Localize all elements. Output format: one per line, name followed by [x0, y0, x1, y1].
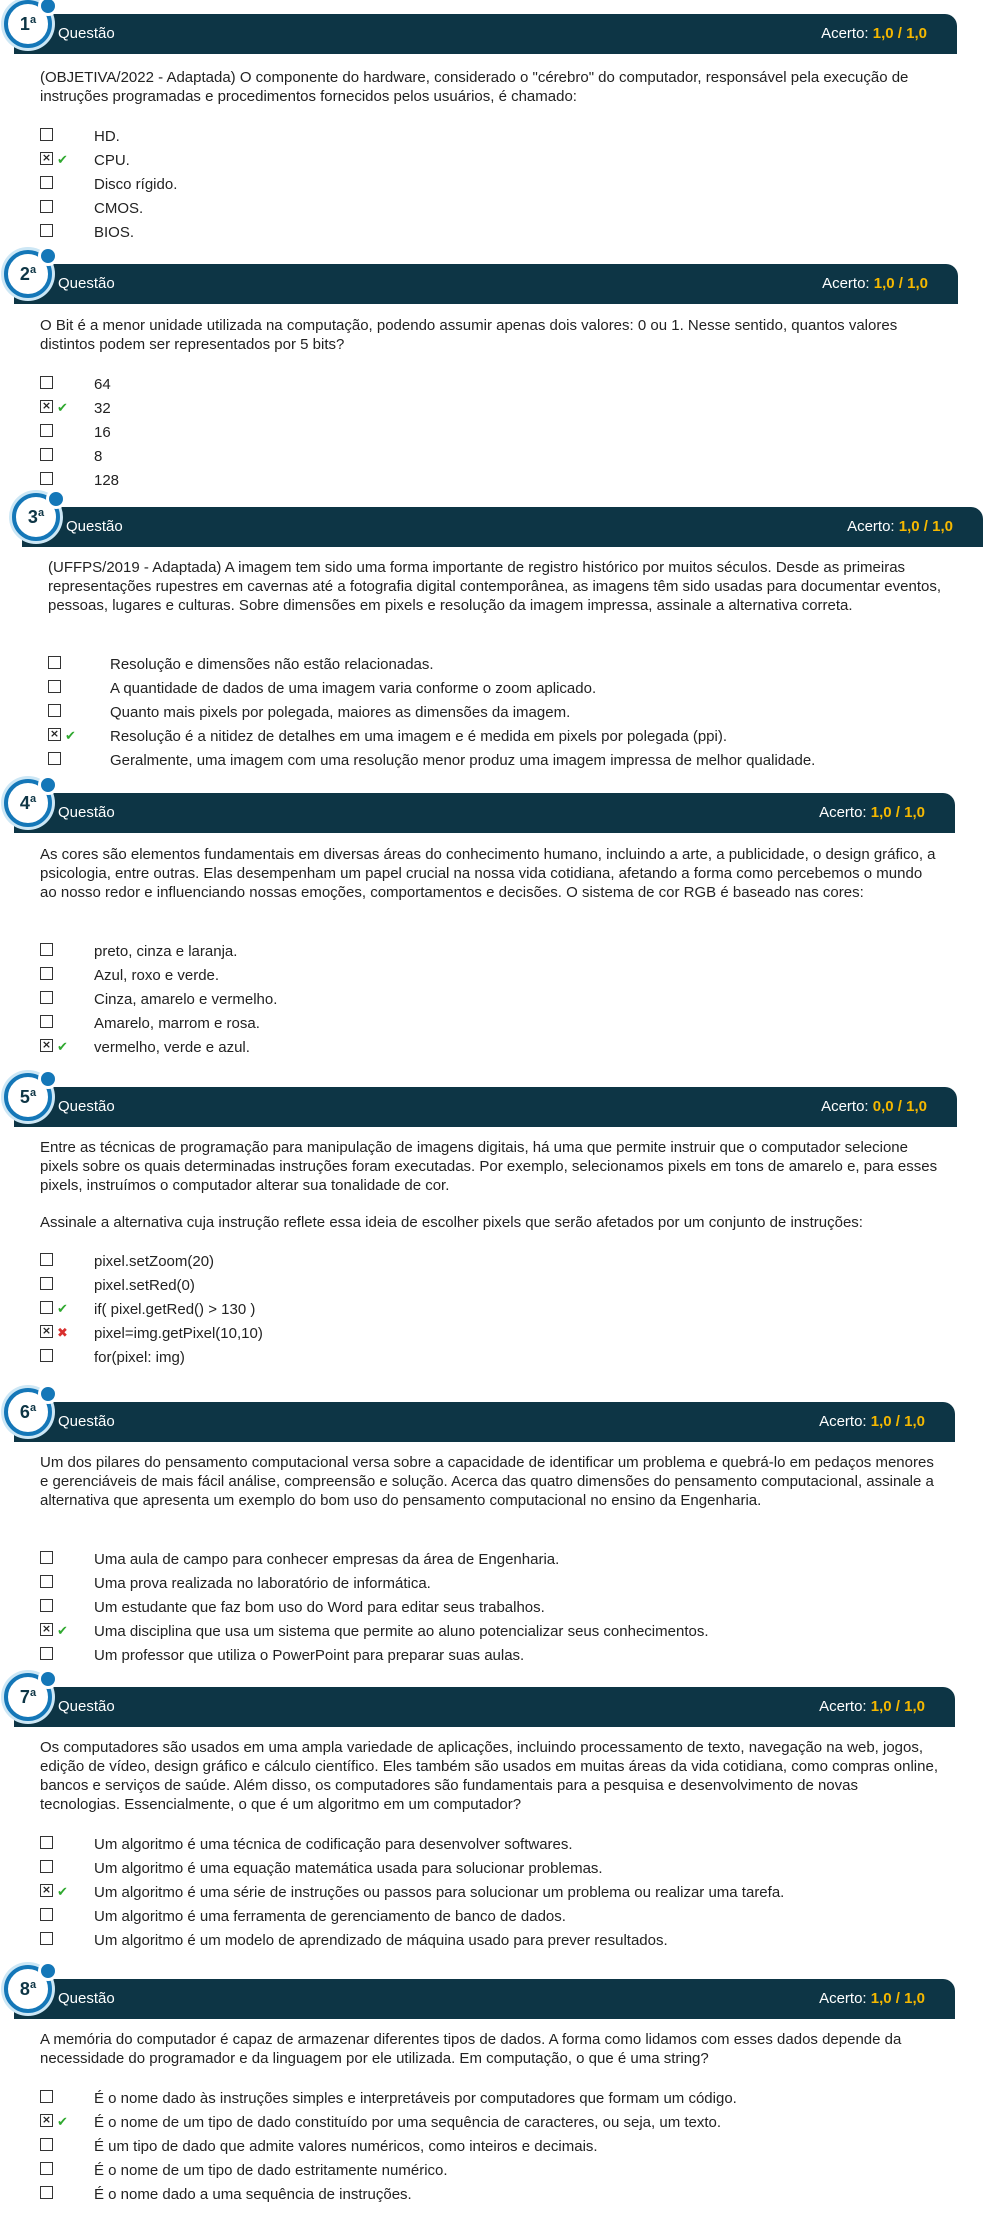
- checkbox-icon[interactable]: [40, 1647, 53, 1660]
- correct-check-icon: ✔: [57, 401, 68, 416]
- question-number-badge: [4, 1673, 52, 1721]
- question-number: [8, 1687, 48, 1708]
- question-paragraph: Um dos pilares do pensamento computacional versa sobre a capacidade de identificar um problema e quebrá-lo em pedaços menores e gerenciáveis de mais fácil análise, compreensão e solução. Acerca das quatro dimensões do pensamento computacional, assinale a alternativa que apresenta um exemplo do bom uso do pensamento computacional no ensino da Engenharia.: [40, 1454, 934, 1509]
- question-paragraph: A memória do computador é capaz de armazenar diferentes tipos de dados. A forma como lidamos com esses dados depende da necessidade do programador e da linguagem por ele utilizada. Em computação, o que é uma string?: [40, 2031, 902, 2067]
- correct-check-icon: ✔: [57, 1624, 68, 1639]
- question-paragraph: O Bit é a menor unidade utilizada na computação, podendo assumir apenas dois valores: 0 ou 1. Nesse sentido, quantos valores distintos podem ser representados por 5 bits?: [40, 317, 898, 353]
- answer-option-label: Uma disciplina que usa um sistema que permite ao aluno potencializar seus conhecimentos.: [94, 1623, 709, 1640]
- correct-check-icon: ✔: [57, 1040, 68, 1055]
- score: [822, 275, 928, 292]
- answer-option-label: for(pixel: img): [94, 1349, 185, 1366]
- score-value: 1,0 / 1,0: [873, 275, 928, 292]
- checkbox-icon[interactable]: [40, 1599, 53, 1612]
- question-number-suffix: a: [29, 1979, 37, 1991]
- checked-box-icon[interactable]: ×: [41, 399, 52, 412]
- checkbox-icon[interactable]: [40, 2162, 53, 2175]
- question-title: Questão: [58, 1990, 115, 2007]
- answer-option-label: 8: [94, 448, 103, 465]
- score-label: Acerto:: [822, 275, 870, 292]
- question-number-badge: [4, 0, 52, 48]
- question-number-badge: [4, 1965, 52, 2013]
- checkbox-icon[interactable]: [48, 704, 61, 717]
- checkbox-icon[interactable]: [40, 2186, 53, 2199]
- question-number-badge: [4, 1388, 52, 1436]
- question-number-badge: [4, 779, 52, 827]
- answer-option-label: Uma prova realizada no laboratório de informática.: [94, 1575, 431, 1592]
- question-header: [22, 507, 983, 547]
- question-header: [14, 1979, 955, 2019]
- badge-dot-icon: [38, 1669, 58, 1689]
- question-number-value: 3: [27, 507, 38, 527]
- question-number-value: 7: [19, 1687, 30, 1707]
- question-title: Questão: [58, 1698, 115, 1715]
- question-number-badge: [12, 493, 60, 541]
- answer-option-label: É o nome dado às instruções simples e interpretáveis por computadores que formam um código.: [94, 2090, 737, 2107]
- answer-option-label: Um professor que utiliza o PowerPoint para preparar suas aulas.: [94, 1647, 525, 1664]
- badge-dot-icon: [38, 1384, 58, 1404]
- answer-option-label: pixel.setZoom(20): [94, 1253, 215, 1270]
- question-number-value: 2: [19, 264, 30, 284]
- checkbox-icon[interactable]: [40, 1836, 53, 1849]
- answer-option-label: Azul, roxo e verde.: [94, 967, 220, 984]
- badge-dot-icon: [38, 775, 58, 795]
- answer-option-label: Um algoritmo é uma equação matemática usada para solucionar problemas.: [94, 1860, 603, 1877]
- question-header: [14, 1402, 955, 1442]
- checkbox-icon[interactable]: [40, 448, 53, 461]
- question-number-suffix: a: [29, 264, 37, 276]
- question-number-value: 5: [19, 1087, 30, 1107]
- answer-option-label: Geralmente, uma imagem com uma resolução menor produz uma imagem impressa de melhor qualidade.: [110, 752, 816, 769]
- checked-box-icon[interactable]: ×: [41, 1622, 52, 1635]
- checkbox-icon[interactable]: [48, 752, 61, 765]
- question-number-suffix: a: [29, 14, 37, 26]
- checkbox-icon[interactable]: [40, 472, 53, 485]
- question-header: [14, 1687, 955, 1727]
- question-number-value: 6: [19, 1402, 30, 1422]
- question-paragraph: (UFFPS/2019 - Adaptada) A imagem tem sido uma forma importante de registro histórico por muitos séculos. Desde as primeiras representações rupestres em cavernas até a fotografia digital contemporânea, as imagens têm sido usadas para documentar eventos, pessoas, lugares e culturas. Sobre dimensões em pixels e resolução da imagem impressa, assinale a alternativa correta.: [48, 559, 942, 614]
- question-title: Questão: [58, 275, 115, 292]
- question-paragraph: Os computadores são usados em uma ampla variedade de aplicações, incluindo processamento de texto, navegação na web, jogos, edição de vídeo, design gráfico e cálculo científico. Eles também são usados em muitas áreas da vida cotidiana, como compras online, bancos e serviços de saúde. Além disso, os computadores são fundamentais para a pesquisa e desenvolvimento de novas tecnologias. Essencialmente, o que é um algoritmo em um computador?: [40, 1739, 938, 1813]
- wrong-x-icon: ✖: [57, 1326, 68, 1341]
- checked-box-icon[interactable]: ×: [41, 1324, 52, 1337]
- checkbox-icon[interactable]: [40, 200, 53, 213]
- answer-option-label: É o nome de um tipo de dado estritamente numérico.: [94, 2162, 448, 2179]
- answer-option-label: 32: [94, 400, 111, 417]
- question-title: Questão: [58, 1098, 115, 1115]
- answer-option-label: É um tipo de dado que admite valores numéricos, como inteiros e decimais.: [94, 2138, 598, 2155]
- score-label: Acerto:: [819, 1990, 867, 2007]
- answer-option-label: É o nome de um tipo de dado constituído por uma sequência de caracteres, ou seja, um texto.: [94, 2114, 722, 2131]
- checkbox-icon[interactable]: [48, 656, 61, 669]
- score-value: 0,0 / 1,0: [872, 1098, 927, 1115]
- question-number-badge: [4, 1073, 52, 1121]
- question-number-suffix: a: [29, 793, 37, 805]
- question-number-suffix: a: [29, 1087, 37, 1099]
- score: [819, 1698, 925, 1715]
- question-text: [40, 1453, 940, 1528]
- question-text: [48, 558, 948, 633]
- question-number: [16, 507, 56, 528]
- question-header: [14, 793, 955, 833]
- checked-box-icon[interactable]: ×: [41, 1883, 52, 1896]
- correct-check-icon: ✔: [65, 729, 76, 744]
- score-value: 1,0 / 1,0: [898, 518, 953, 535]
- score-label: Acerto:: [819, 804, 867, 821]
- answer-option-label: Um estudante que faz bom uso do Word para editar seus trabalhos.: [94, 1599, 545, 1616]
- question-text: [40, 68, 940, 124]
- checked-box-icon[interactable]: ×: [41, 151, 52, 164]
- checkbox-icon[interactable]: [40, 376, 53, 389]
- question-number-suffix: a: [37, 507, 45, 519]
- answer-option-label: Uma aula de campo para conhecer empresas da área de Engenharia.: [94, 1551, 560, 1568]
- checkbox-icon[interactable]: [40, 1015, 53, 1028]
- question-number: [8, 14, 48, 35]
- question-text: [40, 1738, 940, 1832]
- answer-option-label: 64: [94, 376, 111, 393]
- checkbox-icon[interactable]: [40, 1551, 53, 1564]
- checkbox-icon[interactable]: [40, 2090, 53, 2103]
- checkbox-icon[interactable]: [40, 2138, 53, 2151]
- score: [819, 804, 925, 821]
- question-header: [14, 1087, 957, 1127]
- score: [821, 25, 927, 42]
- answer-option-label: Cinza, amarelo e vermelho.: [94, 991, 278, 1008]
- answer-option-label: pixel.setRed(0): [94, 1277, 195, 1294]
- question-text: [40, 2030, 940, 2086]
- score: [819, 1413, 925, 1430]
- score-value: 1,0 / 1,0: [872, 25, 927, 42]
- badge-dot-icon: [38, 246, 58, 266]
- score-value: 1,0 / 1,0: [870, 804, 925, 821]
- question-number-suffix: a: [29, 1402, 37, 1414]
- question-number: [8, 1979, 48, 2000]
- score-label: Acerto:: [819, 1413, 867, 1430]
- answer-option-label: HD.: [94, 128, 120, 145]
- score-value: 1,0 / 1,0: [870, 1413, 925, 1430]
- badge-dot-icon: [38, 1961, 58, 1981]
- checkbox-icon[interactable]: [40, 1301, 53, 1314]
- score-value: 1,0 / 1,0: [870, 1698, 925, 1715]
- answer-option-label: CMOS.: [94, 200, 144, 217]
- question-number-suffix: a: [29, 1687, 37, 1699]
- answer-option-label: Amarelo, marrom e rosa.: [94, 1015, 260, 1032]
- correct-check-icon: ✔: [57, 2115, 68, 2130]
- answer-option-label: vermelho, verde e azul.: [94, 1039, 250, 1056]
- score-label: Acerto:: [821, 25, 869, 42]
- checkbox-icon[interactable]: [40, 224, 53, 237]
- score: [819, 1990, 925, 2007]
- checkbox-icon[interactable]: [40, 1253, 53, 1266]
- question-paragraph: Assinale a alternativa cuja instrução reflete essa ideia de escolher pixels que serão afetados por um conjunto de instruções:: [40, 1214, 863, 1231]
- answer-option-label: 16: [94, 424, 111, 441]
- checkbox-icon[interactable]: [40, 943, 53, 956]
- checkbox-icon[interactable]: [40, 424, 53, 437]
- checkbox-icon[interactable]: [40, 1575, 53, 1588]
- answer-option-label: BIOS.: [94, 224, 135, 241]
- checkbox-icon[interactable]: [48, 680, 61, 693]
- question-number: [8, 1402, 48, 1423]
- score-value: 1,0 / 1,0: [870, 1990, 925, 2007]
- answer-option-label: Resolução e dimensões não estão relacionadas.: [110, 656, 434, 673]
- checkbox-icon[interactable]: [40, 1908, 53, 1921]
- checked-box-icon[interactable]: ×: [41, 1038, 52, 1051]
- checkbox-icon[interactable]: [40, 1860, 53, 1873]
- question-number: [8, 793, 48, 814]
- score-label: Acerto:: [819, 1698, 867, 1715]
- answer-option-label: preto, cinza e laranja.: [94, 943, 238, 960]
- score: [847, 518, 953, 535]
- question-number-value: 4: [19, 793, 30, 813]
- answer-option-label: Resolução é a nitidez de detalhes em uma imagem e é medida em pixels por polegada (ppi).: [110, 728, 728, 745]
- checkbox-icon[interactable]: [40, 128, 53, 141]
- question-paragraph: Entre as técnicas de programação para manipulação de imagens digitais, há uma que permite instruir que o computador selecione pixels sobre os quais determinadas instruções foram executadas. Por exemplo, selecionamos pixels em tons de amarelo e, para esses pixels, instruímos o computador alterar sua tonalidade de cor.: [40, 1139, 938, 1194]
- question-text: [40, 1138, 940, 1250]
- question-title: Questão: [58, 1413, 115, 1430]
- checkbox-icon[interactable]: [40, 991, 53, 1004]
- answer-option-label: Quanto mais pixels por polegada, maiores as dimensões da imagem.: [110, 704, 571, 721]
- score-label: Acerto:: [847, 518, 895, 535]
- correct-check-icon: ✔: [57, 153, 68, 168]
- question-paragraph: As cores são elementos fundamentais em diversas áreas do conhecimento humano, incluindo a arte, a publicidade, o design gráfico, a psicologia, entre outras. Elas desempenham um papel crucial na nossa vida cotidiana, afetando a forma como percebemos o mundo ao nosso redor e influenciando nossas emoções, comportamentos e decisões. O sistema de cor RGB é baseado nas cores:: [40, 846, 936, 901]
- question-number-value: 8: [19, 1979, 30, 1999]
- answer-option-label: A quantidade de dados de uma imagem varia conforme o zoom aplicado.: [110, 680, 597, 697]
- score-label: Acerto:: [821, 1098, 869, 1115]
- badge-dot-icon: [46, 489, 66, 509]
- question-paragraph: (OBJETIVA/2022 - Adaptada) O componente do hardware, considerado o "cérebro" do computador, responsável pela execução de instruções programadas e procedimentos fornecidos pelos usuários, é chamado:: [40, 69, 909, 105]
- score: [821, 1098, 927, 1115]
- question-number-badge: [4, 250, 52, 298]
- answer-option-label: if( pixel.getRed() > 130 ): [94, 1301, 256, 1318]
- checkbox-icon[interactable]: [40, 176, 53, 189]
- question-header: [14, 14, 957, 54]
- checkbox-icon[interactable]: [40, 1932, 53, 1945]
- question-title: Questão: [58, 804, 115, 821]
- answer-option-label: É o nome dado a uma sequência de instruções.: [94, 2186, 412, 2203]
- question-text: [40, 845, 940, 920]
- question-text: [40, 316, 940, 372]
- question-title: Questão: [58, 25, 115, 42]
- checkbox-icon[interactable]: [40, 1349, 53, 1362]
- checked-box-icon[interactable]: ×: [41, 2113, 52, 2126]
- checked-box-icon[interactable]: ×: [49, 727, 60, 740]
- answer-option-label: CPU.: [94, 152, 130, 169]
- question-number: [8, 1087, 48, 1108]
- question-header: [14, 264, 958, 304]
- question-number-value: 1: [19, 14, 30, 34]
- answer-option-label: Um algoritmo é uma série de instruções ou passos para solucionar um problema ou realizar uma tarefa.: [94, 1884, 785, 1901]
- checkbox-icon[interactable]: [40, 967, 53, 980]
- checkbox-icon[interactable]: [40, 1277, 53, 1290]
- answer-option-label: 128: [94, 472, 120, 489]
- correct-check-icon: ✔: [57, 1885, 68, 1900]
- answer-option-label: Um algoritmo é uma técnica de codificação para desenvolver softwares.: [94, 1836, 573, 1853]
- answer-option-label: Um algoritmo é uma ferramenta de gerenciamento de banco de dados.: [94, 1908, 566, 1925]
- answer-option-label: Disco rígido.: [94, 176, 178, 193]
- answer-option-label: pixel=img.getPixel(10,10): [94, 1325, 263, 1342]
- correct-check-icon: ✔: [57, 1302, 68, 1317]
- question-title: Questão: [66, 518, 123, 535]
- question-number: [8, 264, 48, 285]
- badge-dot-icon: [38, 1069, 58, 1089]
- answer-option-label: Um algoritmo é um modelo de aprendizado de máquina usado para prever resultados.: [94, 1932, 668, 1949]
